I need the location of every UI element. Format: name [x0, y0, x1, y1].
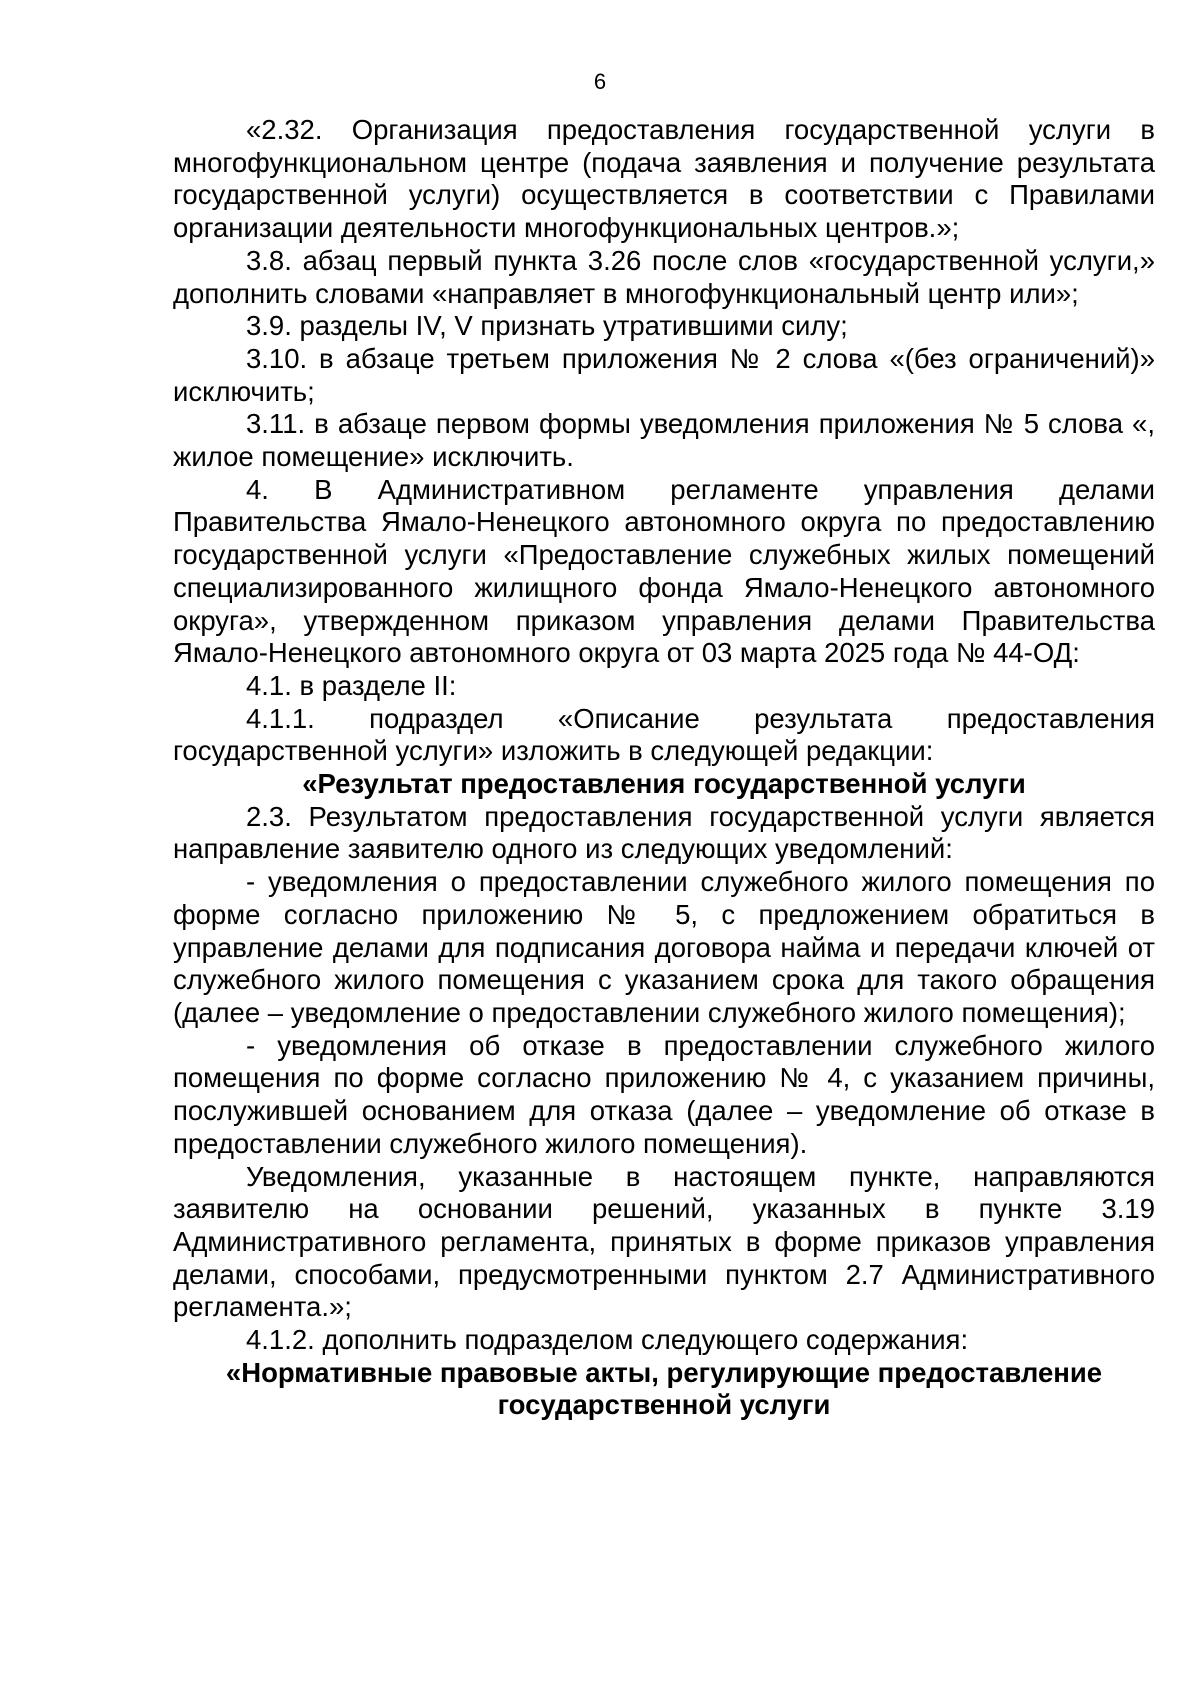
paragraph-notices: Уведомления, указанные в настоящем пункте, направляются заявителю на основании решений, указанных в пункте 3.19 Административного регламента, принятых в форме приказов управления делами, способами, предусмотренными пунктом 2.7 Административного регламента.»; [173, 1160, 1155, 1323]
paragraph-4: 4. В Административном регламенте управления делами Правительства Ямало-Ненецкого автономного округа по предоставлению государственной услуги «Предоставление служебных жилых помещений специализированного жилищного фонда Ямало-Ненецкого автономного округа», утвержденном приказом управления делами Правительства Ямало-Ненецкого автономного округа от 03 марта 2025 года № 44-ОД: [173, 473, 1155, 669]
paragraph-2-3: 2.3. Результатом предоставления государственной услуги является направление заявителю одного из следующих уведомлений: [173, 800, 1155, 865]
heading-legal-acts-line-1: «Нормативные правовые акты, регулирующие предоставление [225, 1356, 1103, 1388]
heading-result: «Результат предоставления государственной услуги [302, 768, 1026, 800]
paragraph-4-1-1: 4.1.1. подраздел «Описание результата предоставления государственной услуги» изложить в следующей редакции: [173, 702, 1155, 767]
page-number: 6 [593, 69, 607, 94]
heading-legal-acts-line-2: государственной услуги [497, 1389, 831, 1421]
list-item-notice-refused: - уведомления об отказе в предоставлении служебного жилого помещения по форме согласно приложению № 4, с указанием причины, послужившей основанием для отказа (далее – уведомление об отказе в предоставлении служебного жилого помещения). [173, 1029, 1155, 1159]
document-body [173, 114, 1155, 1422]
paragraph-4-1-2: 4.1.2. дополнить подразделом следующего содержания: [246, 1324, 969, 1356]
paragraph-3-11: 3.11. в абзаце первом формы уведомления приложения № 5 слова «, жилое помещение» исключить. [173, 408, 1155, 473]
paragraph-2-32: «2.32. Организация предоставления государственной услуги в многофункциональном центре (подача заявления и получение результата государственной услуги) осуществляется в соответствии с Правилами организации деятельности многофункциональных центров.»; [173, 114, 1155, 244]
heading-legal-acts [173, 1357, 1155, 1422]
paragraph-4-1: 4.1. в разделе II: [246, 669, 457, 701]
paragraph-3-9: 3.9. разделы IV, V признать утратившими силу; [246, 310, 848, 342]
paragraph-3-8: 3.8. абзац первый пункта 3.26 после слов «государственной услуги,» дополнить словами «направляет в многофункциональный центр или»; [173, 244, 1155, 309]
list-item-notice-granted: - уведомления о предоставлении служебного жилого помещения по форме согласно приложению № 5, с предложением обратиться в управление делами для подписания договора найма и передачи ключей от служебного жилого помещения с указанием срока для такого обращения (далее – уведомление о предоставлении служебного жилого помещения); [173, 866, 1155, 1028]
paragraph-3-10: 3.10. в абзаце третьем приложения № 2 слова «(без ограничений)» исключить; [173, 342, 1155, 407]
